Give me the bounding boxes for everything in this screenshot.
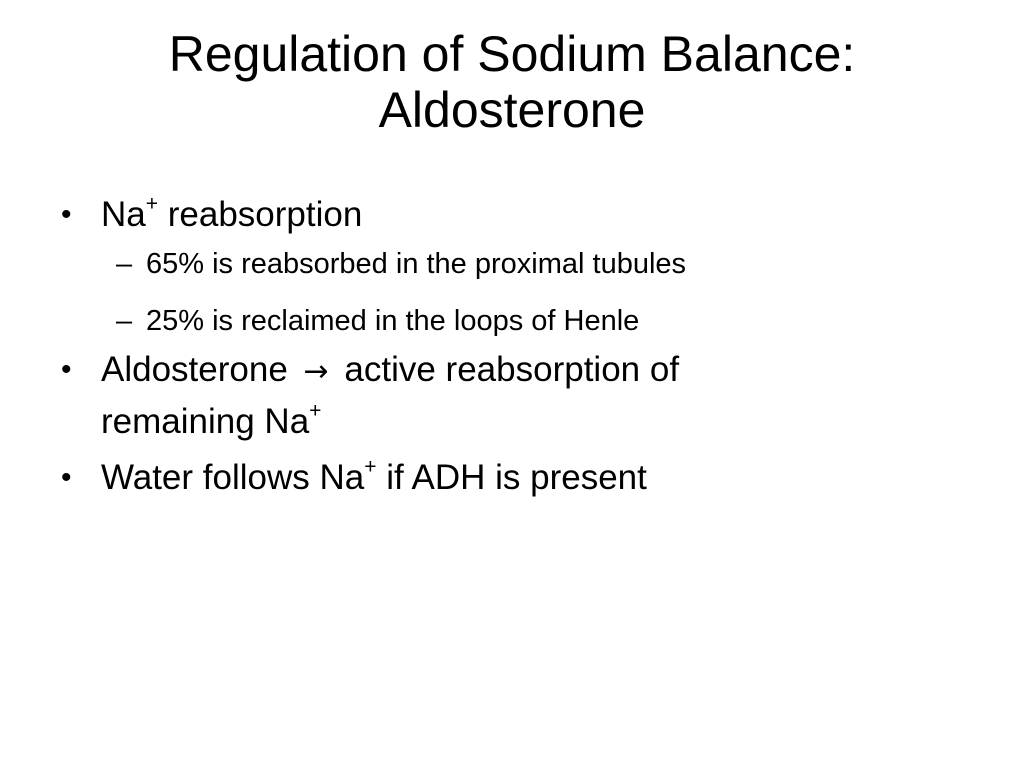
aldosterone-text-2: remaining Na	[101, 402, 310, 441]
bullet-icon: •	[61, 198, 72, 231]
bullet-water	[51, 453, 973, 503]
sub-bullet-text: 65% is reabsorbed in the proximal tubules	[146, 248, 687, 280]
bullet-aldosterone	[51, 345, 973, 447]
bullet-na-text: reabsorption	[158, 195, 363, 234]
water-text-1: Water follows Na	[101, 458, 365, 497]
bullet-na-reabsorption	[51, 190, 973, 240]
plus-superscript: +	[309, 399, 322, 423]
aldosterone-label: Aldosterone	[101, 350, 288, 389]
right-arrow-icon: →	[303, 354, 329, 389]
sub-bullet-text: 25% is reclaimed in the loops of Henle	[146, 305, 640, 337]
slide-title	[51, 26, 973, 138]
plus-superscript: +	[364, 455, 377, 479]
title-line-1: Regulation of Sodium Balance:	[168, 26, 856, 82]
sub-bullet-proximal	[51, 246, 973, 282]
dash-icon: –	[116, 248, 133, 280]
bullet-icon: •	[61, 461, 72, 494]
title-line-2: Aldosterone	[378, 82, 646, 138]
sub-bullet-list	[51, 246, 973, 339]
aldosterone-text: active reabsorption of	[344, 350, 680, 389]
water-text-2: if ADH is present	[376, 458, 647, 497]
bullet-na-prefix: Na	[101, 195, 146, 234]
sub-bullet-henle	[51, 303, 973, 339]
dash-icon: –	[116, 305, 133, 337]
slide-content	[51, 190, 973, 503]
bullet-icon: •	[61, 353, 72, 386]
plus-superscript: +	[145, 192, 159, 216]
